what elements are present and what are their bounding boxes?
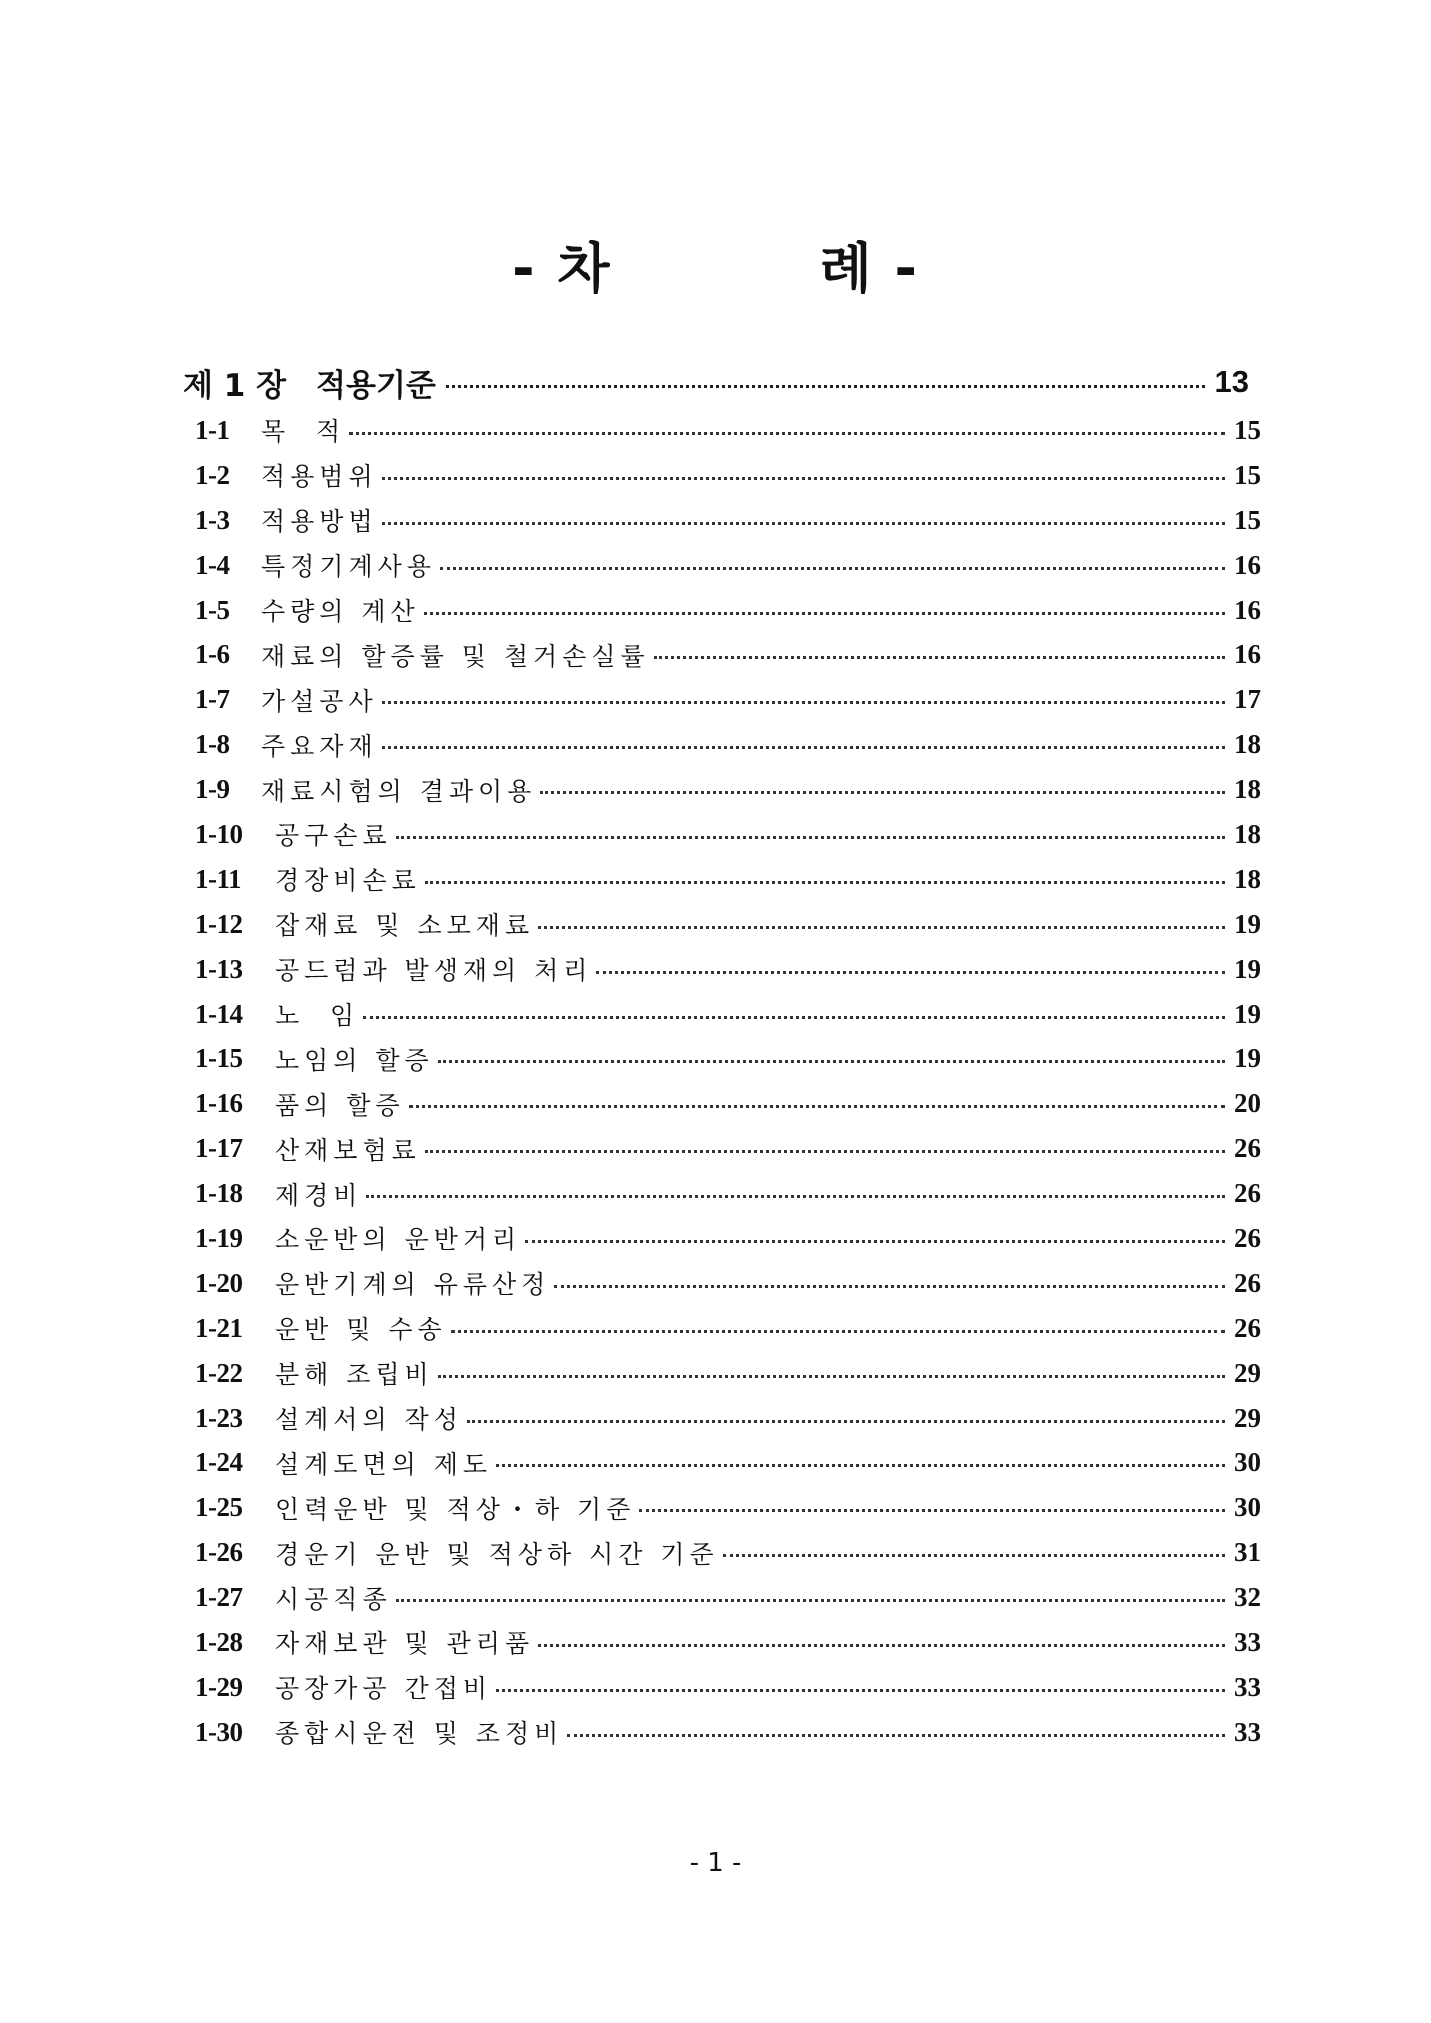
toc-entry-page: 33 <box>1234 1671 1261 1702</box>
toc-entry[interactable] <box>195 812 1261 857</box>
dot-leader <box>723 1554 1225 1557</box>
toc-entry-title: 주요자재 <box>261 731 378 761</box>
toc-entry-number: 1-7 <box>195 684 230 715</box>
toc-entry-number: 1-3 <box>195 504 230 535</box>
toc-entry-title: 목 적 <box>261 417 346 447</box>
toc-entry-number: 1-11 <box>195 863 242 894</box>
toc-entry-title: 재료시험의 결과이용 <box>261 776 537 806</box>
toc-entry[interactable] <box>195 543 1261 588</box>
dot-leader <box>538 926 1225 929</box>
toc-entry-number: 1-10 <box>195 818 243 849</box>
toc-entry-page: 17 <box>1234 684 1261 715</box>
dot-leader <box>525 1240 1225 1243</box>
toc-entry[interactable] <box>195 722 1261 767</box>
toc-entry-number: 1-16 <box>195 1088 243 1119</box>
toc-entry-page: 26 <box>1234 1178 1261 1209</box>
toc-entry-page: 16 <box>1234 594 1261 625</box>
toc-entry-title: 설계도면의 제도 <box>275 1449 492 1479</box>
dot-leader <box>425 1150 1225 1153</box>
toc-entry[interactable] <box>195 1620 1261 1665</box>
toc-entry-number: 1-4 <box>195 549 230 580</box>
toc-entry[interactable] <box>195 767 1261 812</box>
dot-leader <box>639 1509 1225 1512</box>
toc-entry-number: 1-26 <box>195 1537 243 1568</box>
toc-entry-page: 33 <box>1234 1626 1261 1657</box>
toc-entry-title: 특정기계사용 <box>261 552 436 582</box>
toc-entry-title: 운반기계의 유류산정 <box>275 1270 551 1300</box>
dot-leader <box>554 1285 1225 1288</box>
dot-leader <box>567 1734 1225 1737</box>
toc-entry-title: 종합시운전 및 조정비 <box>275 1719 564 1749</box>
toc-list <box>195 408 1261 1755</box>
dot-leader <box>382 522 1225 525</box>
toc-entry-title: 경운기 운반 및 적상하 시간 기준 <box>275 1539 719 1569</box>
chapter-heading <box>183 358 1249 406</box>
toc-entry-page: 18 <box>1234 818 1261 849</box>
toc-entry-title: 적용범위 <box>261 462 378 492</box>
toc-entry-title: 자재보관 및 관리품 <box>275 1629 535 1659</box>
toc-entry-page: 19 <box>1234 908 1261 939</box>
dot-leader <box>382 477 1225 480</box>
toc-entry-title: 공구손료 <box>275 821 392 851</box>
toc-entry[interactable] <box>195 992 1261 1037</box>
toc-entry[interactable] <box>195 1396 1261 1441</box>
dot-leader <box>424 612 1225 615</box>
dot-leader <box>366 1195 1225 1198</box>
toc-entry-page: 19 <box>1234 998 1261 1029</box>
toc-entry-number: 1-22 <box>195 1357 243 1388</box>
toc-entry-number: 1-9 <box>195 774 230 805</box>
page-title: - 차 례 - <box>512 237 919 300</box>
toc-entry-number: 1-18 <box>195 1178 243 1209</box>
toc-entry-number: 1-5 <box>195 594 230 625</box>
toc-entry-page: 31 <box>1234 1537 1261 1568</box>
toc-entry-page: 29 <box>1234 1357 1261 1388</box>
dot-leader <box>363 1016 1225 1019</box>
toc-entry-title: 설계서의 작성 <box>275 1405 463 1435</box>
toc-entry-page: 18 <box>1234 774 1261 805</box>
chapter-label: 제 1 장 <box>183 367 287 404</box>
toc-entry-title: 공드럼과 발생재의 처리 <box>275 956 593 986</box>
dot-leader <box>382 701 1225 704</box>
toc-entry-number: 1-30 <box>195 1716 243 1747</box>
toc-entry[interactable] <box>195 857 1261 902</box>
toc-entry-page: 18 <box>1234 729 1261 760</box>
toc-entry-number: 1-20 <box>195 1267 243 1298</box>
toc-entry[interactable] <box>195 1306 1261 1351</box>
dot-leader <box>440 567 1225 570</box>
toc-entry[interactable] <box>195 1171 1261 1216</box>
page-number: - 1 - <box>689 1848 742 1878</box>
toc-entry[interactable] <box>195 1126 1261 1171</box>
toc-entry[interactable] <box>195 498 1261 543</box>
toc-entry[interactable] <box>195 1081 1261 1126</box>
toc-entry-number: 1-17 <box>195 1133 243 1164</box>
dot-leader <box>349 432 1225 435</box>
dot-leader <box>596 971 1225 974</box>
toc-entry-number: 1-29 <box>195 1671 243 1702</box>
toc-entry[interactable] <box>195 632 1261 677</box>
toc-entry-title: 노임의 할증 <box>275 1045 434 1075</box>
toc-entry-number: 1-25 <box>195 1492 243 1523</box>
toc-entry[interactable] <box>195 1710 1261 1755</box>
toc-entry-title: 소운반의 운반거리 <box>275 1225 522 1255</box>
toc-entry-number: 1-2 <box>195 459 230 490</box>
toc-entry-title: 산재보험료 <box>275 1135 421 1165</box>
toc-entry[interactable] <box>195 947 1261 992</box>
toc-entry[interactable] <box>195 1216 1261 1261</box>
toc-entry-page: 19 <box>1234 953 1261 984</box>
toc-entry[interactable] <box>195 1665 1261 1710</box>
toc-entry[interactable] <box>195 1485 1261 1530</box>
toc-entry-title: 분해 조립비 <box>275 1360 434 1390</box>
toc-entry-page: 30 <box>1234 1492 1261 1523</box>
toc-entry[interactable] <box>195 453 1261 498</box>
toc-entry-page: 26 <box>1234 1312 1261 1343</box>
toc-entry-number: 1-8 <box>195 729 230 760</box>
toc-entry-number: 1-28 <box>195 1626 243 1657</box>
toc-entry-page: 26 <box>1234 1133 1261 1164</box>
dot-leader <box>425 881 1225 884</box>
toc-entry-page: 19 <box>1234 1043 1261 1074</box>
toc-entry-page: 15 <box>1234 414 1261 445</box>
toc-entry-page: 26 <box>1234 1267 1261 1298</box>
toc-entry-number: 1-13 <box>195 953 243 984</box>
toc-entry-number: 1-6 <box>195 639 230 670</box>
dot-leader <box>654 656 1225 659</box>
dot-leader <box>382 746 1225 749</box>
toc-entry-title: 경장비손료 <box>275 866 421 896</box>
dot-leader <box>396 836 1225 839</box>
toc-entry-page: 18 <box>1234 863 1261 894</box>
toc-entry-page: 15 <box>1234 504 1261 535</box>
toc-entry-page: 33 <box>1234 1716 1261 1747</box>
toc-entry-title: 공장가공 간접비 <box>275 1674 492 1704</box>
dot-leader <box>409 1105 1225 1108</box>
toc-entry-number: 1-1 <box>195 414 230 445</box>
toc-entry-number: 1-23 <box>195 1402 243 1433</box>
toc-entry-number: 1-12 <box>195 908 243 939</box>
toc-entry[interactable] <box>195 677 1261 722</box>
toc-entry-page: 26 <box>1234 1222 1261 1253</box>
toc-entry-page: 30 <box>1234 1447 1261 1478</box>
dot-leader <box>538 1644 1225 1647</box>
toc-entry-page: 29 <box>1234 1402 1261 1433</box>
dot-leader <box>438 1060 1225 1063</box>
toc-entry-number: 1-21 <box>195 1312 243 1343</box>
toc-entry-number: 1-19 <box>195 1222 243 1253</box>
toc-entry-page: 15 <box>1234 459 1261 490</box>
toc-entry[interactable] <box>195 1575 1261 1620</box>
toc-entry-title: 잡재료 및 소모재료 <box>275 911 535 941</box>
toc-entry-title: 시공직종 <box>275 1584 392 1614</box>
dot-leader <box>438 1375 1225 1378</box>
toc-entry-title: 인력운반 및 적상・하 기준 <box>275 1494 636 1524</box>
dot-leader <box>467 1420 1225 1423</box>
toc-entry-title: 적용방법 <box>261 507 378 537</box>
toc-entry-number: 1-27 <box>195 1582 243 1613</box>
dot-leader <box>446 385 1205 388</box>
toc-entry-number: 1-15 <box>195 1043 243 1074</box>
dot-leader <box>451 1330 1225 1333</box>
toc-entry-title: 재료의 할증률 및 철거손실률 <box>261 641 650 671</box>
toc-entry-title: 노 임 <box>275 1001 360 1031</box>
toc-entry[interactable] <box>195 1440 1261 1485</box>
toc-entry-page: 32 <box>1234 1582 1261 1613</box>
dot-leader <box>496 1464 1225 1467</box>
toc-entry-page: 20 <box>1234 1088 1261 1119</box>
toc-entry[interactable] <box>195 1261 1261 1306</box>
toc-entry-title: 제경비 <box>275 1180 363 1210</box>
toc-entry-title: 가설공사 <box>261 686 378 716</box>
toc-entry[interactable] <box>195 1036 1261 1081</box>
toc-entry[interactable] <box>195 1351 1261 1396</box>
chapter-title: 적용기준 <box>316 367 436 404</box>
toc-entry-title: 운반 및 수송 <box>275 1315 447 1345</box>
dot-leader <box>396 1599 1225 1602</box>
toc-entry[interactable] <box>195 588 1261 633</box>
toc-entry-number: 1-14 <box>195 998 243 1029</box>
toc-entry-page: 16 <box>1234 549 1261 580</box>
toc-entry[interactable] <box>195 902 1261 947</box>
toc-entry-page: 16 <box>1234 639 1261 670</box>
toc-entry[interactable] <box>195 408 1261 453</box>
dot-leader <box>540 791 1225 794</box>
toc-entry[interactable] <box>195 1530 1261 1575</box>
toc-entry-title: 수량의 계산 <box>261 597 420 626</box>
toc-entry-number: 1-24 <box>195 1447 243 1478</box>
toc-entry-title: 품의 할증 <box>275 1090 405 1120</box>
chapter-page-number: 13 <box>1214 364 1249 399</box>
dot-leader <box>496 1689 1225 1692</box>
